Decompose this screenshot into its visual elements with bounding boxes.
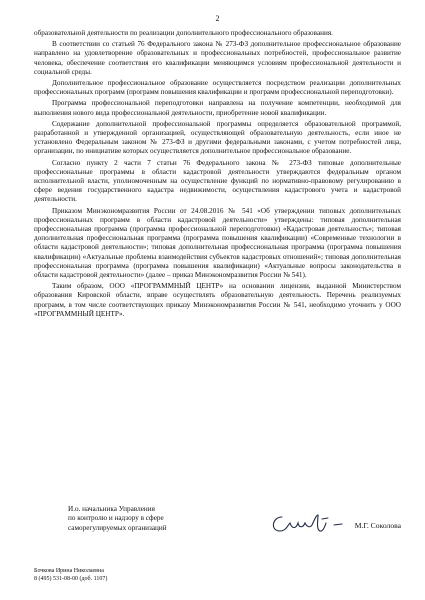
- signatory-position-line: И.о. начальника Управления: [68, 505, 155, 513]
- handwritten-signature: [268, 511, 348, 537]
- paragraph-1: образовательной деятельности по реализации дополнительного профессионального образования.: [34, 29, 333, 37]
- page-number: 2: [215, 14, 220, 23]
- signatory-position-line: по контролю и надзору в сфере: [68, 514, 164, 523]
- executor-name: Бочкова Ирина Николаевна: [34, 568, 104, 574]
- paragraph-4: Программа профессиональной переподготовки направлена на получение компетенции, необходимой для выполнения нового вида профессиональной деятельности, приобретение новой квалификации.: [34, 99, 401, 117]
- paragraph-8: Таким образом, ООО «ПРОГРАММНЫЙ ЦЕНТР» на основании лицензии, выданной Министерством образования Кировской области, вправе осуществлять образовательную деятельность. Перечень реализуемых программ, в том числе соответствующих приказу Минэкономразвития России № 541, необходимо уточнить у ООО «ПРОГРАММНЫЙ ЦЕНТР».: [34, 282, 401, 318]
- signature-block: [68, 505, 401, 547]
- paragraph-6: Согласно пункту 2 части 7 статьи 76 Федерального закона № 273-ФЗ типовые дополнительные профессиональные программы в области кадастровой деятельности утверждаются федеральным органом исполнительной власти, уполномоченным на осуществление функций по нормативно-правовому регулированию в сфере ведения государственного кадастра недвижимости, осуществления кадастрового учета и кадастровой деятельности.: [34, 158, 401, 204]
- signatory-position: [68, 505, 198, 533]
- paragraph-2: В соответствии со статьей 76 Федерального закона № 273-ФЗ дополнительное профессиональное образование направлено на удовлетворение образовательных и профессиональных потребностей, профессиональное развитие человека, обеспечение соответствия его квалификации меняющимся условиям профессиональной деятельности и социальной среды.: [34, 40, 401, 76]
- executor-phone: 8 (495) 531-08-00 (доб. 1107): [34, 575, 108, 582]
- signatory-position-line: саморегулируемых организаций: [68, 523, 167, 532]
- paragraph-5: Содержание дополнительной профессиональной программы определяется образовательной программой, разработанной и утвержденной организацией, осуществляющей образовательную деятельность, если иное не установлено Федеральным законом № 273-ФЗ и другими федеральными законами, с учетом потребностей лица, организации, по инициативе которых осуществляется дополнительное профессиональное образование.: [34, 119, 401, 156]
- signatory-name: М.Г. Соколова: [354, 521, 401, 530]
- paragraph-7: Приказом Минэкономразвития России от 24.08.2016 № 541 «Об утверждении типовых дополнительных профессиональных программ в области кадастровой деятельности» утверждены: типовая дополнительная профессиональная программа (программа профессиональной переподготовки) «Кадастровая деятельность»; типовая дополнительная профессиональная программа (программа повышения квалификации) «Современные технологии в области кадастровой деятельности»; типовая дополнительная профессиональная программа (программа повышения квалификации) «Актуальные проблемы взаимодействия субъектов кадастровых отношений»; типовая дополнительная профессиональная программа (программа повышения квалификации) «Актуальные вопросы законодательства в области кадастровой деятельности» (далее – приказ Минэкономразвития России № 541).: [34, 206, 401, 280]
- paragraph-3: Дополнительное профессиональное образование осуществляется посредством реализации дополнительных профессиональных программ (программ повышения квалификации и программ профессиональной переподготовки).: [34, 79, 401, 97]
- executor-info: [34, 568, 107, 583]
